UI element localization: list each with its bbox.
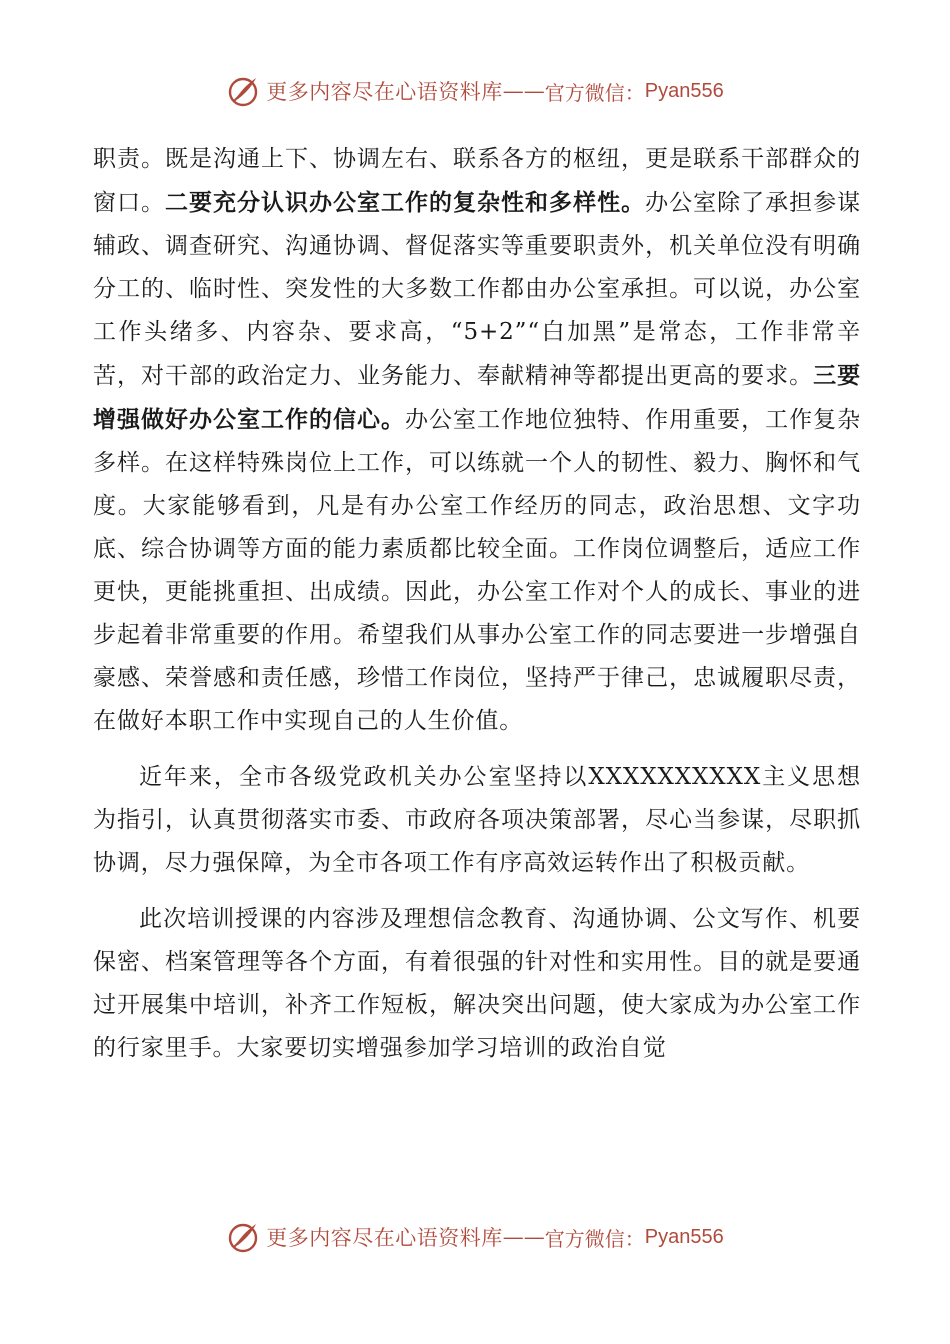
p1-sentence-1: 职责。既是沟通上下、协调左右、联系各方的枢纽，更是联系干部群众的窗口。 [93, 146, 861, 216]
banner-text: 更多内容尽在心语资料库 [266, 80, 503, 104]
banner-contact-id: Pyan556 [644, 1225, 724, 1248]
banner-separator: —— [502, 79, 545, 103]
p1-bold-point-3: 三要增强做好办公室工作的信心。 [93, 362, 861, 433]
p1-bold-point-2: 二要充分认识办公室工作的复杂性和多样性。 [165, 189, 646, 216]
banner-contact-label: 官方微信： [544, 80, 645, 105]
paragraph-3: 此次培训授课的内容涉及理想信念教育、沟通协调、公文写作、机要保密、档案管理等各个方面，有着很强的针对性和实用性。目的就是要通过开展集中培训，补齐工作短板，解决突出问题，使大家成为办公室工作的行家里手。大家要切实增强参加学习培训的政治自觉 [93, 906, 861, 1061]
p1-sentence-2: 办公室除了承担参谋辅政、调查研究、沟通协调、督促落实等重要职责外，机关单位没有明确分工的、临时性、突发性的大多数工作都由办公室承担。可以说，办公室工作头绪多、内容杂、要求高，“5+2”“白加黑”是常态，工作非常辛苦，对干部的政治定力、业务能力、奉献精神等都提出更高的要求。 [93, 190, 862, 389]
paragraph-1 [93, 138, 861, 743]
banner-contact-id: Pyan556 [644, 79, 724, 102]
paragraph-2: 近年来，全市各级党政机关办公室坚持以XXXXXXXXXX主义思想为指引，认真贯彻落实市委、市政府各项决策部署，尽心当参谋，尽职抓协调，尽力强保障，为全市各项工作有序高效运转作出了积极贡献。 [93, 764, 861, 876]
quill-logo-icon [226, 1220, 260, 1254]
footer-banner [0, 1212, 950, 1262]
banner-text: 更多内容尽在心语资料库 [266, 1226, 503, 1250]
header-banner [0, 66, 950, 116]
p1-sentence-3: 办公室工作地位独特、作用重要，工作复杂多样。在这样特殊岗位上工作，可以练就一个人的韧性、毅力、胸怀和气度。大家能够看到，凡是有办公室工作经历的同志，政治思想、文字功底、综合协调等方面的能力素质都比较全面。工作岗位调整后，适应工作更快，更能挑重担、出成绩。因此，办公室工作对个人的成长、事业的进步起着非常重要的作用。希望我们从事办公室工作的同志要进一步增强自豪感、荣誉感和责任感，珍惜工作岗位，坚持严于律己，忠诚履职尽责，在做好本职工作中实现自己的人生价值。 [93, 407, 861, 734]
banner-separator: —— [502, 1225, 545, 1249]
document-body [93, 138, 861, 1070]
banner-contact-label: 官方微信： [544, 1226, 645, 1251]
quill-logo-icon [226, 74, 260, 108]
